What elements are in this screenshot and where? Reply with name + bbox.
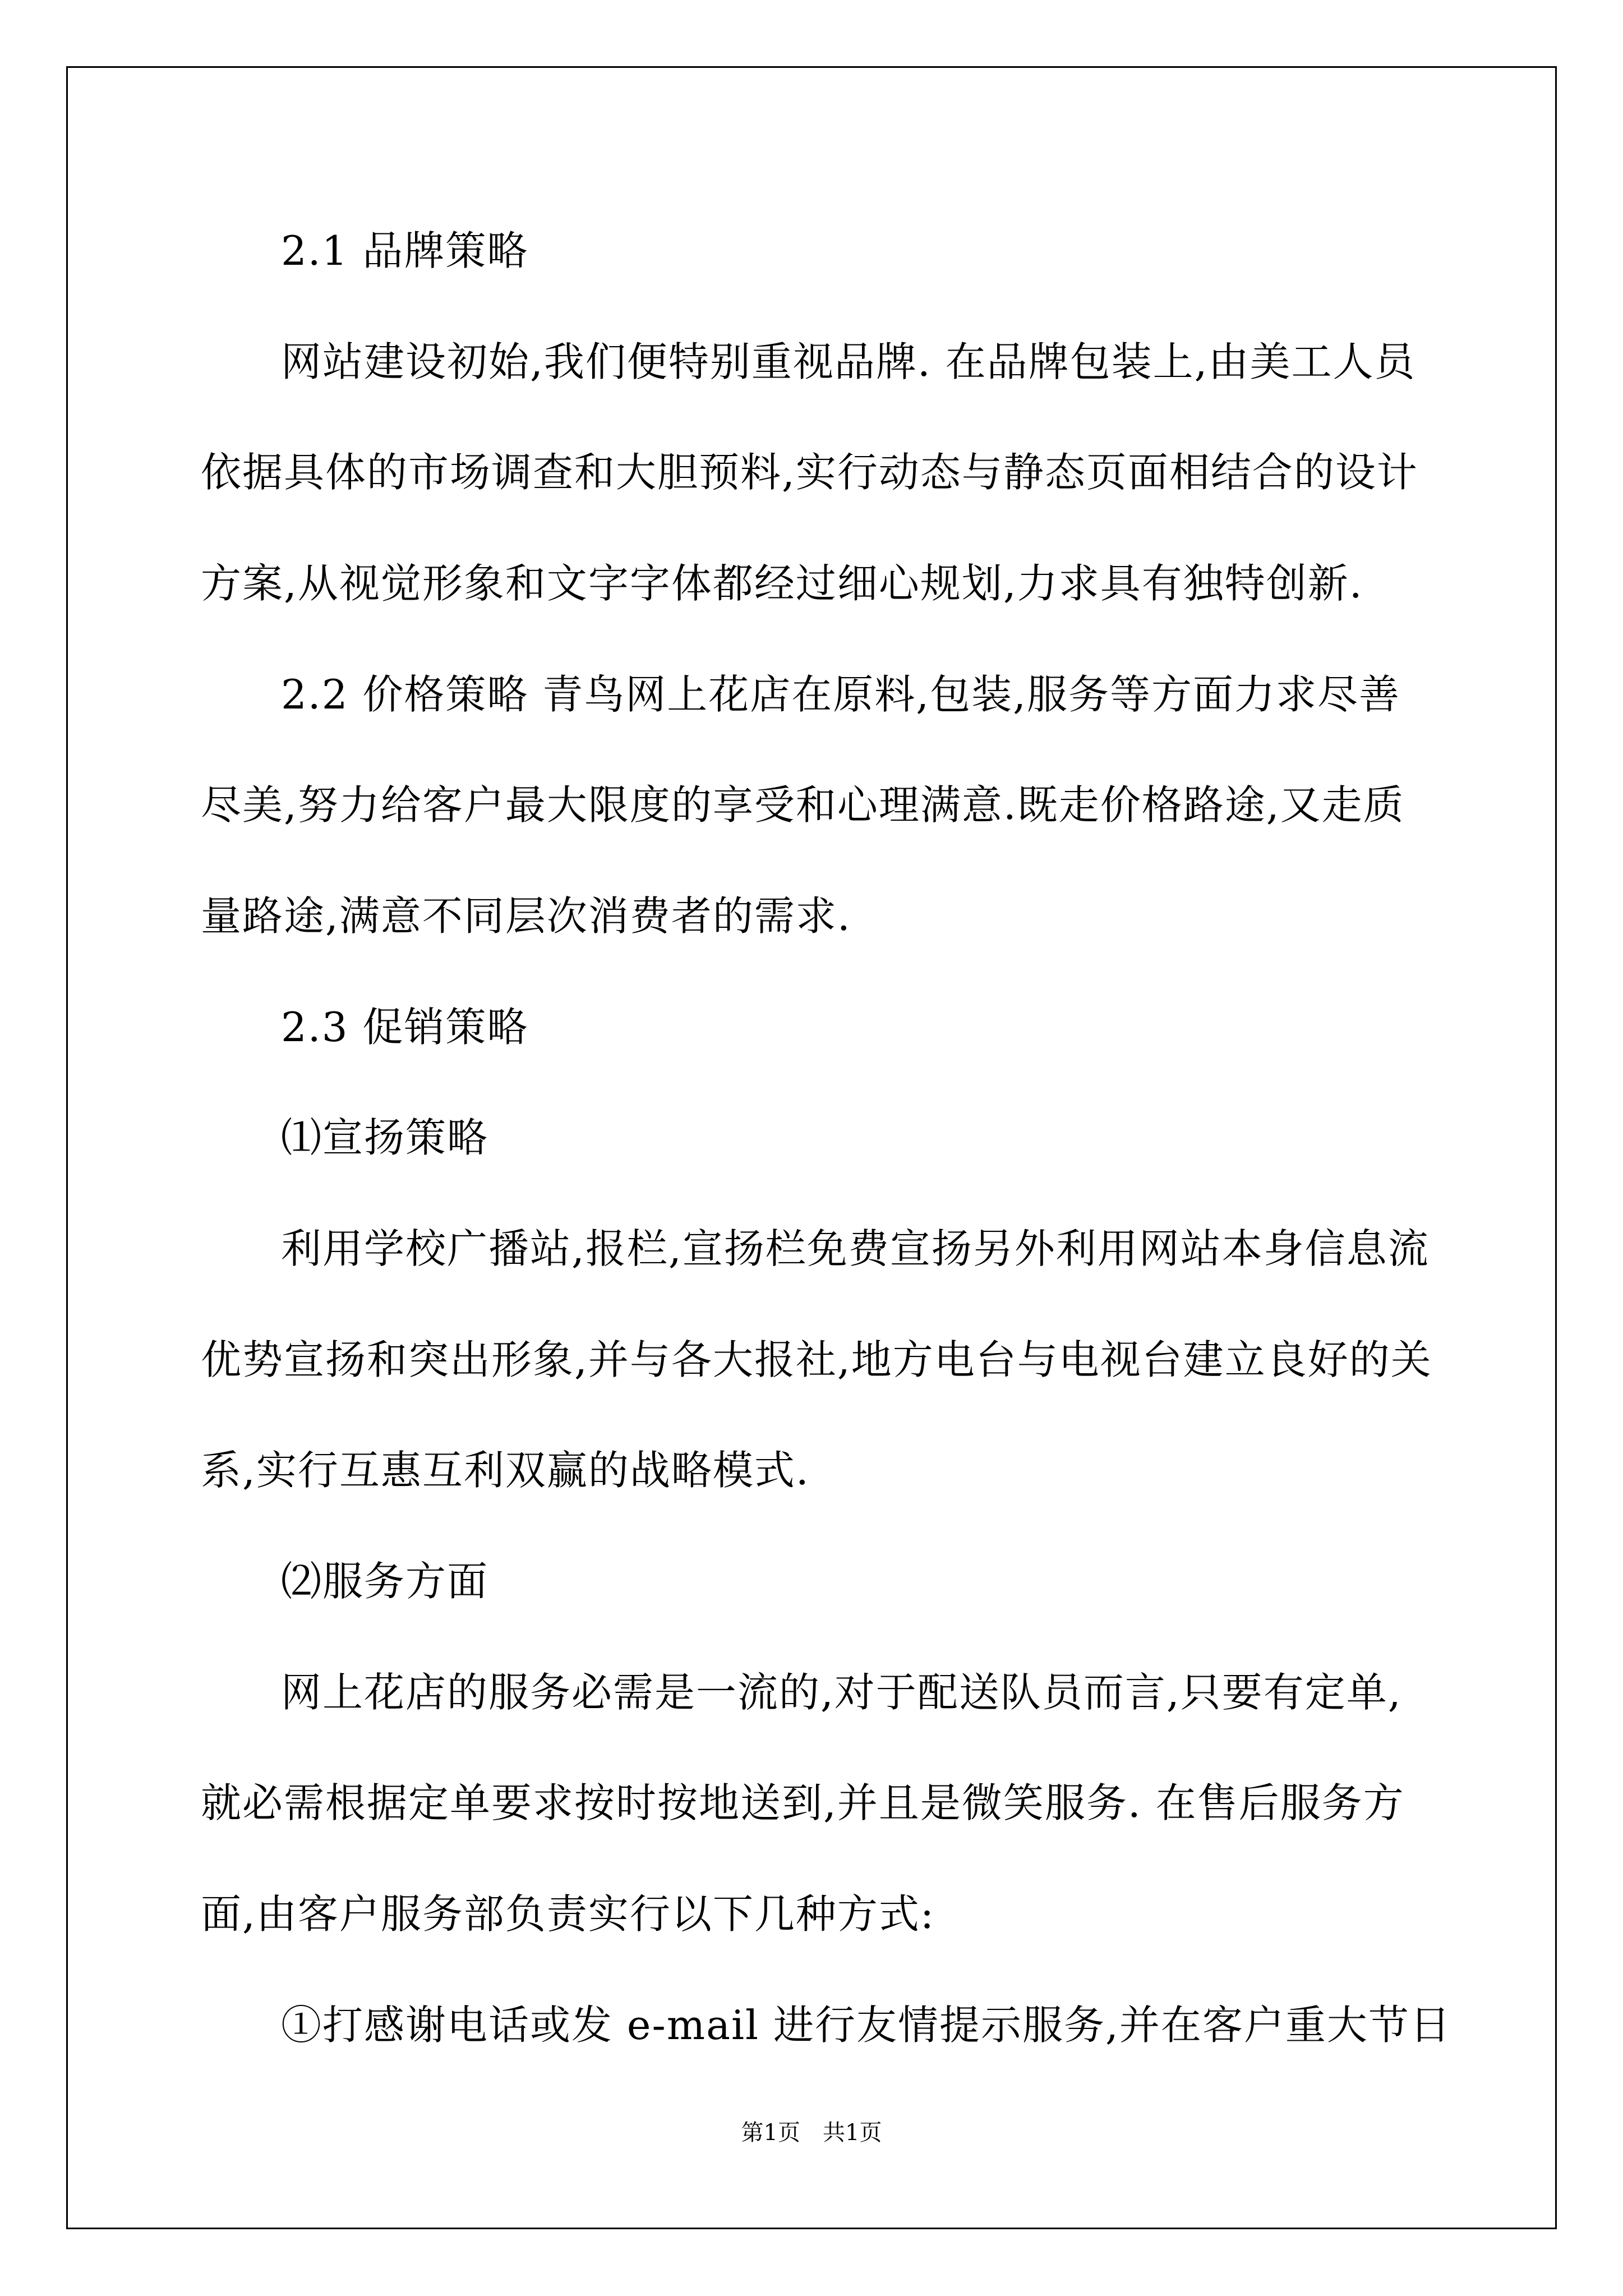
paragraph-line: 系,实行互惠互利双赢的战略模式. <box>201 1447 810 1494</box>
heading-price-strategy: 2.2 价格策略 青鸟网上花店在原料,包装,服务等方面力求尽善 <box>281 671 1401 718</box>
page-number-footer: 第1页 共1页 <box>741 2120 882 2146</box>
paragraph-line: 面,由客户服务部负责实行以下几种方式: <box>201 1890 935 1938</box>
paragraph-line: 网上花店的服务必需是一流的,对于配送队员而言,只要有定单, <box>281 1669 1402 1716</box>
heading-promotion-strategy: 2.3 促销策略 <box>281 1004 529 1051</box>
subheading-publicity: ⑴宣扬策略 <box>281 1114 489 1161</box>
paragraph-line: 尽美,努力给客户最大限度的享受和心理满意.既走价格路途,又走质 <box>201 781 1405 829</box>
list-item-line: ①打感谢电话或发 e-mail 进行友情提示服务,并在客户重大节日 <box>281 2001 1451 2049</box>
paragraph-line: 利用学校广播站,报栏,宣扬栏免费宣扬另外利用网站本身信息流 <box>281 1225 1430 1272</box>
heading-brand-strategy: 2.1 品牌策略 <box>281 227 529 274</box>
paragraph-line: 方案,从视觉形象和文字字体都经过细心规划,力求具有独特创新. <box>201 560 1363 607</box>
subheading-service: ⑵服务方面 <box>281 1558 489 1605</box>
paragraph-line: 就必需根据定单要求按时按地送到,并且是微笑服务. 在售后服务方 <box>201 1779 1405 1826</box>
paragraph-line: 网站建设初始,我们便特别重视品牌. 在品牌包装上,由美工人员 <box>281 338 1416 385</box>
paragraph-line: 依据具体的市场调查和大胆预料,实行动态与静态页面相结合的设计 <box>201 449 1418 496</box>
paragraph-line: 优势宣扬和突出形象,并与各大报社,地方电台与电视台建立良好的关 <box>201 1336 1432 1383</box>
paragraph-line: 量路途,满意不同层次消费者的需求. <box>201 892 851 940</box>
